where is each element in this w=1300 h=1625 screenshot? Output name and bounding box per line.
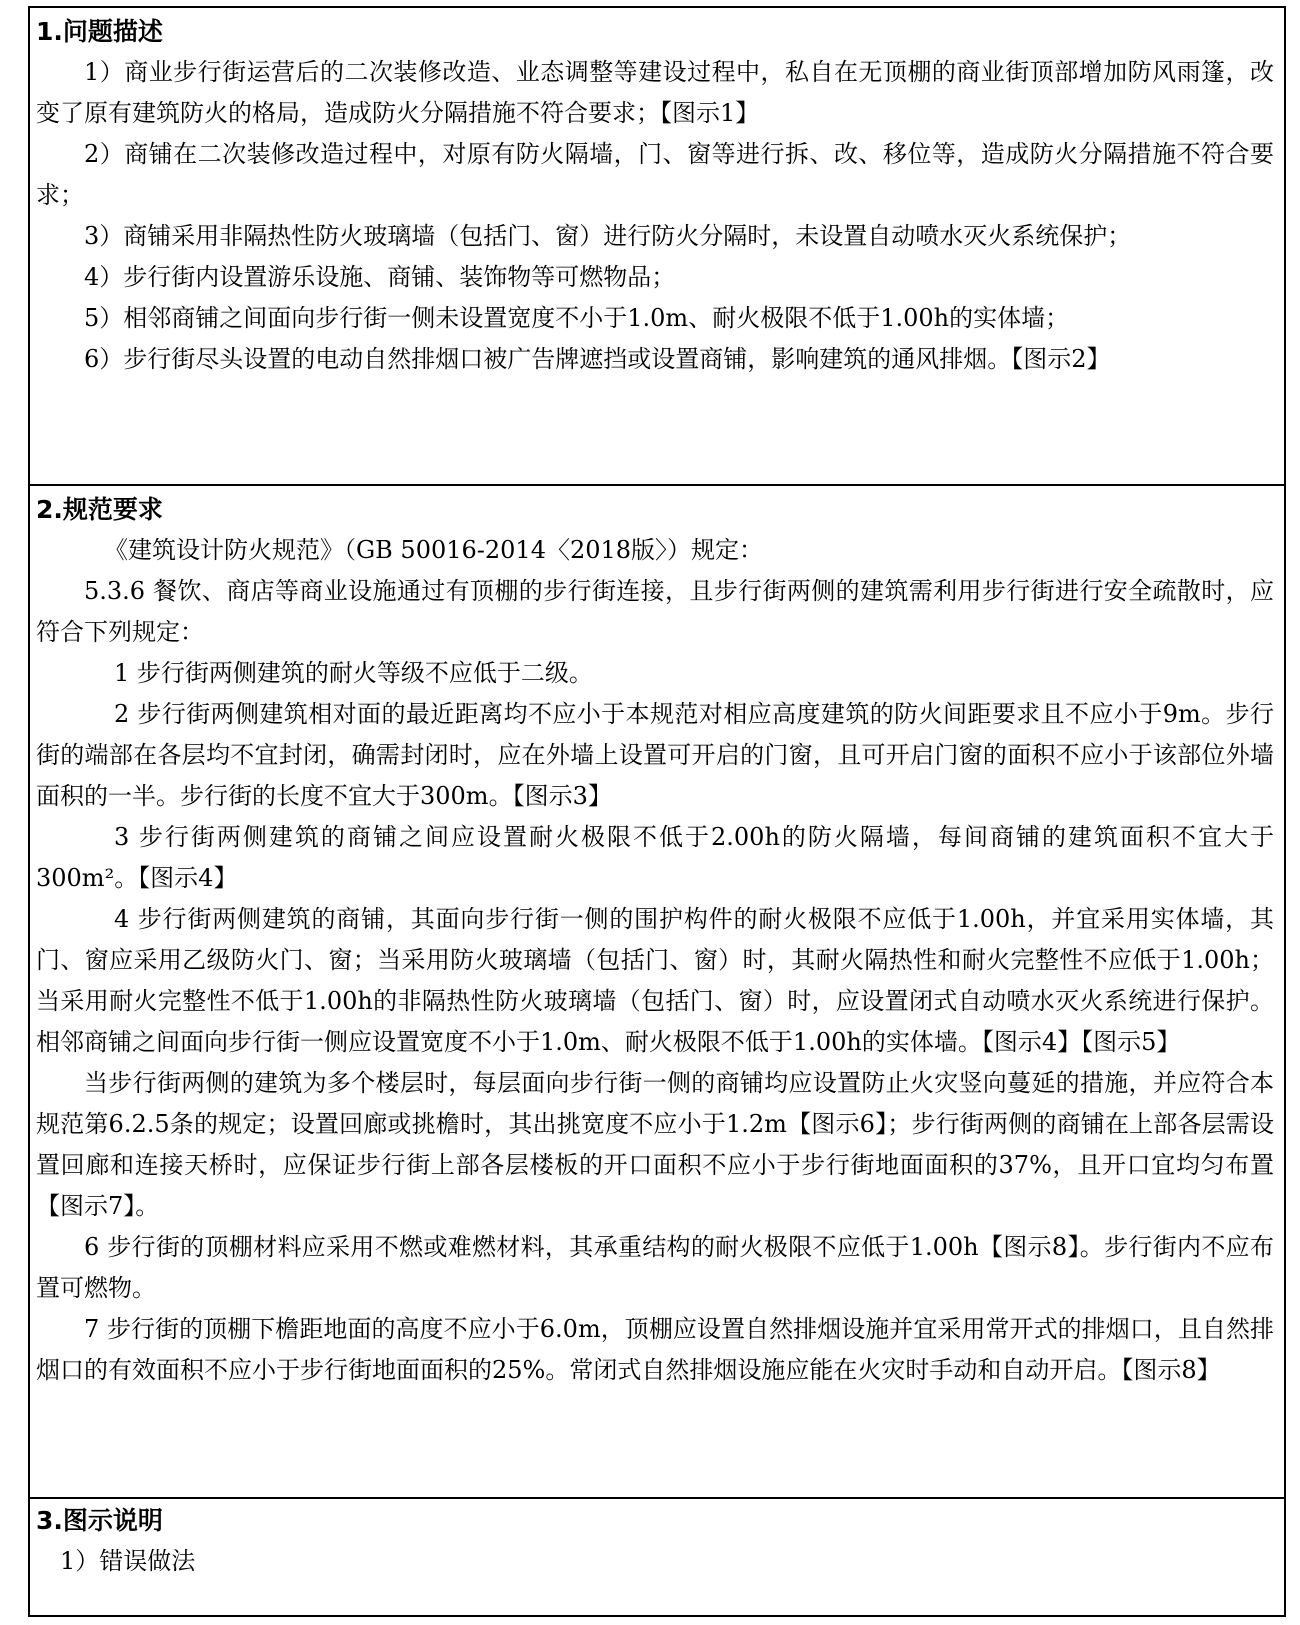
section-title: 2.规范要求 (36, 495, 163, 524)
problem-item: 3）商铺采用非隔热性防火玻璃墙（包括门、窗）进行防火分隔时，未设置自动喷水灭火系统保护； (84, 222, 1132, 250)
section-code-requirements (30, 486, 1284, 1499)
problem-item: 1）商业步行街运营后的二次装修改造、业态调整等建设过程中，私自在无顶棚的商业街顶部增加防风雨篷，改变了原有建筑防火的格局，造成防火分隔措施不符合要求；【图示1】 (36, 58, 1274, 127)
clause-item: 当步行街两侧的建筑为多个楼层时，每层面向步行街一侧的商铺均应设置防止火灾竖向蔓延的措施，并应符合本规范第6.2.5条的规定；设置回廊或挑檐时，其出挑宽度不应小于1.2m【图示6】；步行街两侧的商铺在上部各层需设置回廊和连接天桥时，应保证步行街上部各层楼板的开口面积不应小于步行街地面面积的37%，且开口宜均匀布置【图示7】。 (36, 1069, 1274, 1220)
clause-heading: 5.3.6 餐饮、商店等商业设施通过有顶棚的步行街连接，且步行街两侧的建筑需利用步行街进行安全疏散时，应符合下列规定： (36, 577, 1274, 646)
section-title: 3.图示说明 (36, 1506, 163, 1535)
clause-item: 1 步行街两侧建筑的耐火等级不应低于二级。 (114, 659, 593, 687)
problem-item: 5）相邻商铺之间面向步行街一侧未设置宽度不小于1.0m、耐火极限不低于1.00h的实体墙； (84, 304, 1070, 332)
document-table (28, 6, 1286, 1617)
clause-item: 3 步行街两侧建筑的商铺之间应设置耐火极限不低于2.00h的防火隔墙，每间商铺的建筑面积不宜大于300m²。【图示4】 (36, 823, 1274, 892)
clause-item: 2 步行街两侧建筑相对面的最近距离均不应小于本规范对相应高度建筑的防火间距要求且不应小于9m。步行街的端部在各层均不宜封闭，确需封闭时，应在外墙上设置可开启的门窗，且可开启门窗的面积不应小于该部位外墙面积的一半。步行街的长度不宜大于300m。【图示3】 (36, 700, 1274, 810)
clause-item: 4 步行街两侧建筑的商铺，其面向步行街一侧的围护构件的耐火极限不应低于1.00h，并宜采用实体墙，其门、窗应采用乙级防火门、窗；当采用防火玻璃墙（包括门、窗）时，其耐火隔热性和耐火完整性不应低于1.00h；当采用耐火完整性不低于1.00h的非隔热性防火玻璃墙（包括门、窗）时，应设置闭式自动喷水灭火系统进行保护。相邻商铺之间面向步行街一侧应设置宽度不小于1.0m、耐火极限不低于1.00h的实体墙。【图示4】【图示5】 (36, 905, 1274, 1056)
illustration-subheading: 1）错误做法 (60, 1547, 196, 1575)
section-problem-description (30, 8, 1284, 486)
code-intro: 《建筑设计防火规范》（GB 50016-2014〈2018版〉）规定： (104, 536, 764, 564)
section-illustration-notes (30, 1499, 1284, 1615)
section-title: 1.问题描述 (36, 17, 163, 46)
clause-item: 7 步行街的顶棚下檐距地面的高度不应小于6.0m，顶棚应设置自然排烟设施并宜采用常开式的排烟口，且自然排烟口的有效面积不应小于步行街地面面积的25%。常闭式自然排烟设施应能在火灾时手动和自动开启。【图示8】 (36, 1315, 1274, 1384)
clause-item: 6 步行街的顶棚材料应采用不燃或难燃材料，其承重结构的耐火极限不应低于1.00h【图示8】。步行街内不应布置可燃物。 (36, 1233, 1274, 1302)
problem-item: 4）步行街内设置游乐设施、商铺、装饰物等可燃物品； (84, 263, 676, 291)
problem-item: 2）商铺在二次装修改造过程中，对原有防火隔墙，门、窗等进行拆、改、移位等，造成防火分隔措施不符合要求； (36, 140, 1274, 209)
problem-item: 6）步行街尽头设置的电动自然排烟口被广告牌遮挡或设置商铺，影响建筑的通风排烟。【图示2】 (84, 345, 1111, 373)
